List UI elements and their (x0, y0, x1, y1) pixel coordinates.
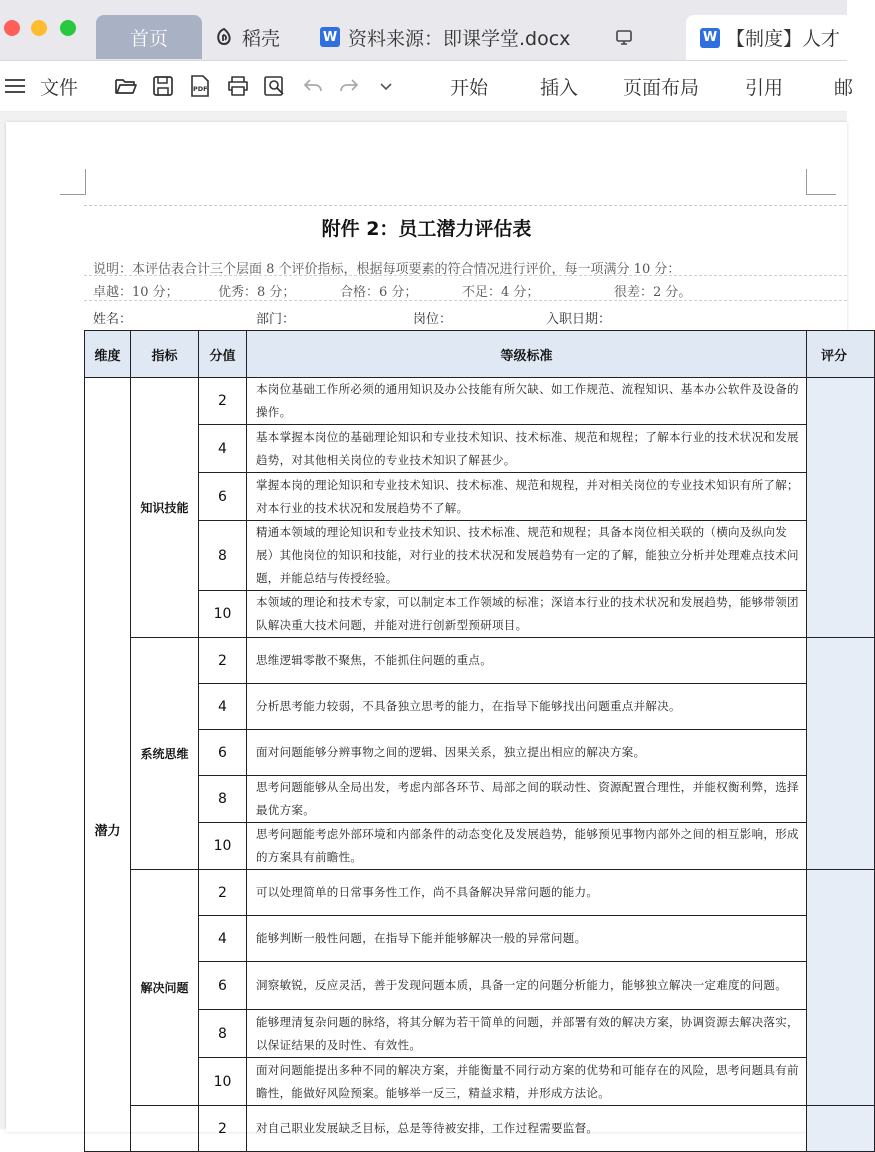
grade-poor: 很差：2 分。 (614, 285, 692, 300)
header-criteria: 等级标准 (247, 331, 807, 378)
close-window-button[interactable] (4, 20, 20, 36)
indicator-cell (131, 1106, 199, 1152)
tab-document-source-label: 资料来源：即课学堂.docx (348, 27, 571, 50)
indicator-cell: 系统思维 (131, 638, 199, 870)
menu-start[interactable] (450, 71, 488, 101)
score-value-cell: 10 (199, 1058, 247, 1106)
open-button[interactable] (114, 71, 138, 101)
redo-button[interactable] (338, 71, 360, 101)
score-value-cell: 8 (199, 776, 247, 823)
menu-mailings[interactable] (834, 71, 854, 101)
table-row (85, 638, 875, 684)
tab-active-document-label: 【制度】人才 (726, 28, 841, 50)
score-value-cell: 2 (199, 1106, 247, 1152)
document-page[interactable] (6, 122, 848, 1137)
zoom-window-button[interactable] (60, 20, 76, 36)
criteria-cell: 掌握本岗的理论知识和专业技术知识、技术标准、规范和规程，并对相关岗位的专业技术知识有所了解；对本行业的技术状况和发展趋势不了解。 (247, 473, 807, 521)
score-value-cell: 6 (199, 473, 247, 521)
score-value-cell: 2 (199, 378, 247, 425)
dashed-divider (84, 300, 847, 301)
menu-mailings-label: 邮 (834, 76, 854, 99)
menu-insert[interactable] (540, 71, 578, 101)
rating-input-cell[interactable] (807, 378, 875, 638)
table-row (85, 1106, 875, 1152)
title-bar (0, 0, 847, 61)
undo-button[interactable] (302, 71, 324, 101)
word-doc-icon: W (700, 28, 720, 48)
evaluation-table (84, 330, 875, 1152)
score-value-cell: 4 (199, 684, 247, 730)
score-value-cell: 4 (199, 425, 247, 473)
grade-insufficient: 不足：4 分； (462, 285, 540, 300)
export-pdf-button[interactable] (189, 71, 211, 101)
document-area[interactable] (0, 112, 848, 1137)
crop-mark (806, 169, 807, 195)
menu-page-layout[interactable] (623, 71, 699, 101)
menu-references[interactable] (745, 71, 783, 101)
criteria-cell: 面对问题能提出多种不同的解决方案，并能衡量不同行动方案的优势和可能存在的风险，思考问题具有前瞻性，能做好风险预案。能够举一反三，精益求精，并形成方法论。 (247, 1058, 807, 1106)
table-row (85, 916, 875, 962)
criteria-cell: 面对问题能够分辨事物之间的逻辑、因果关系，独立提出相应的解决方案。 (247, 730, 807, 776)
menu-start-label: 开始 (450, 76, 489, 99)
table-row (85, 521, 875, 591)
menu-references-label: 引用 (745, 76, 784, 99)
print-button[interactable] (226, 71, 250, 101)
score-value-cell: 10 (199, 823, 247, 870)
minimize-window-button[interactable] (31, 20, 47, 36)
indicator-cell: 知识技能 (131, 378, 199, 638)
criteria-cell: 思考问题能考虑外部环境和内部条件的动态变化及发展趋势，能够预见事物内部外之间的相互影响，形成的方案具有前瞻性。 (247, 823, 807, 870)
rating-input-cell[interactable] (807, 870, 875, 1106)
score-value-cell: 2 (199, 870, 247, 916)
criteria-cell: 能够判断一般性问题，在指导下能并能够解决一般的异常问题。 (247, 916, 807, 962)
print-preview-button[interactable] (263, 71, 287, 101)
dimension-cell: 潜力 (85, 378, 131, 1152)
crop-mark (806, 194, 836, 195)
table-row (85, 378, 875, 425)
monitor-icon (614, 27, 634, 47)
criteria-cell: 基本掌握本岗位的基础理论知识和专业技术知识、技术标准、规范和规程；了解本行业的技术状况和发展趋势，对其他相关岗位的专业技术知识了解甚少。 (247, 425, 807, 473)
grade-excellent: 卓越：10 分； (93, 285, 179, 300)
criteria-cell: 能够理清复杂问题的脉络，将其分解为若干简单的问题，并部署有效的解决方案，协调资源去解决落实，以保证结果的及时性、有效性。 (247, 1010, 807, 1058)
score-value-cell: 6 (199, 962, 247, 1010)
quick-access-dropdown[interactable] (378, 71, 394, 101)
folder-open-icon (114, 75, 138, 97)
hamburger-icon (4, 76, 26, 96)
table-row (85, 730, 875, 776)
table-row (85, 1058, 875, 1106)
print-preview-icon (263, 75, 287, 97)
pdf-icon (189, 74, 211, 98)
grade-good: 优秀：8 分； (218, 285, 296, 300)
table-row (85, 776, 875, 823)
undo-icon (302, 76, 324, 96)
tab-document-source[interactable] (320, 15, 570, 59)
score-value-cell: 4 (199, 916, 247, 962)
file-menu-button[interactable] (40, 71, 78, 101)
score-value-cell: 8 (199, 521, 247, 591)
tab-daoke[interactable] (214, 15, 280, 59)
crop-mark (85, 169, 86, 195)
toolbar (0, 61, 854, 112)
score-value-cell: 2 (199, 638, 247, 684)
tab-home[interactable] (96, 15, 202, 59)
menu-insert-label: 插入 (540, 76, 579, 99)
document-title: 附件 2：员工潜力评估表 (321, 218, 532, 240)
criteria-cell: 精通本领域的理论知识和专业技术知识、技术标准、规范和规程；具备本岗位相关联的（横向及纵向发展）其他岗位的知识和技能，对行业的技术状况和发展趋势有一定的了解，能独立分析并处理难点技术问题，并能总结与传授经验。 (247, 521, 807, 591)
criteria-cell: 可以处理简单的日常事务性工作，尚不具备解决异常问题的能力。 (247, 870, 807, 916)
table-row (85, 684, 875, 730)
field-name: 姓名： (93, 312, 133, 327)
header-rating: 评分 (807, 331, 875, 378)
criteria-cell: 对自己职业发展缺乏目标，总是等待被安排，工作过程需要监督。 (247, 1106, 807, 1152)
daoke-icon (214, 27, 234, 47)
tab-home-label: 首页 (129, 27, 168, 50)
grade-pass: 合格：6 分； (340, 285, 418, 300)
score-value-cell: 10 (199, 591, 247, 638)
save-icon (152, 75, 174, 97)
criteria-cell: 本岗位基础工作所必须的通用知识及办公技能有所欠缺、如工作规范、流程知识、基本办公软件及设备的操作。 (247, 378, 807, 425)
hamburger-menu-button[interactable] (4, 71, 26, 101)
score-value-cell: 8 (199, 1010, 247, 1058)
table-row (85, 1010, 875, 1058)
header-indicator: 指标 (131, 331, 199, 378)
table-header-row (85, 331, 875, 378)
table-row (85, 823, 875, 870)
svg-text:PDF: PDF (193, 85, 208, 93)
dashed-divider (84, 275, 847, 276)
file-menu-label: 文件 (40, 76, 79, 99)
score-value-cell: 6 (199, 730, 247, 776)
save-button[interactable] (152, 71, 174, 101)
field-position: 岗位： (413, 312, 453, 327)
field-hire-date: 入职日期： (546, 312, 612, 327)
header-boundary (84, 205, 847, 206)
table-row (85, 870, 875, 916)
rating-input-cell[interactable] (807, 638, 875, 870)
criteria-cell: 分析思考能力较弱，不具备独立思考的能力，在指导下能够找出问题重点并解决。 (247, 684, 807, 730)
chevron-down-icon (378, 78, 394, 94)
criteria-cell: 本领域的理论和技术专家，可以制定本工作领域的标准；深谙本行业的技术状况和发展趋势，能够带领团队解决重大技术问题，并能对进行创新型预研项目。 (247, 591, 807, 638)
instruction-text: 说明：本评估表合计三个层面 8 个评价指标，根据每项要素的符合情况进行评价，每一项满分 10 分： (93, 262, 681, 277)
printer-icon (226, 75, 250, 97)
crop-mark (60, 194, 86, 195)
header-score: 分值 (199, 331, 247, 378)
criteria-cell: 思维逻辑零散不聚焦，不能抓住问题的重点。 (247, 638, 807, 684)
tab-screen[interactable] (614, 15, 634, 59)
word-doc-icon: W (320, 27, 340, 47)
redo-icon (338, 76, 360, 96)
tab-daoke-label: 稻壳 (242, 27, 281, 50)
tab-active-document[interactable] (686, 15, 870, 60)
table-row (85, 962, 875, 1010)
table-row (85, 473, 875, 521)
table-row (85, 591, 875, 638)
indicator-cell: 解决问题 (131, 870, 199, 1106)
menu-page-layout-label: 页面布局 (623, 76, 700, 99)
field-department: 部门： (256, 312, 296, 327)
criteria-cell: 洞察敏锐，反应灵活，善于发现问题本质，具备一定的问题分析能力，能够独立解决一定难度的问题。 (247, 962, 807, 1010)
header-dimension: 维度 (85, 331, 131, 378)
table-row (85, 425, 875, 473)
rating-input-cell[interactable] (807, 1106, 875, 1152)
criteria-cell: 思考问题能够从全局出发，考虑内部各环节、局部之间的联动性、资源配置合理性，并能权衡利弊，选择最优方案。 (247, 776, 807, 823)
